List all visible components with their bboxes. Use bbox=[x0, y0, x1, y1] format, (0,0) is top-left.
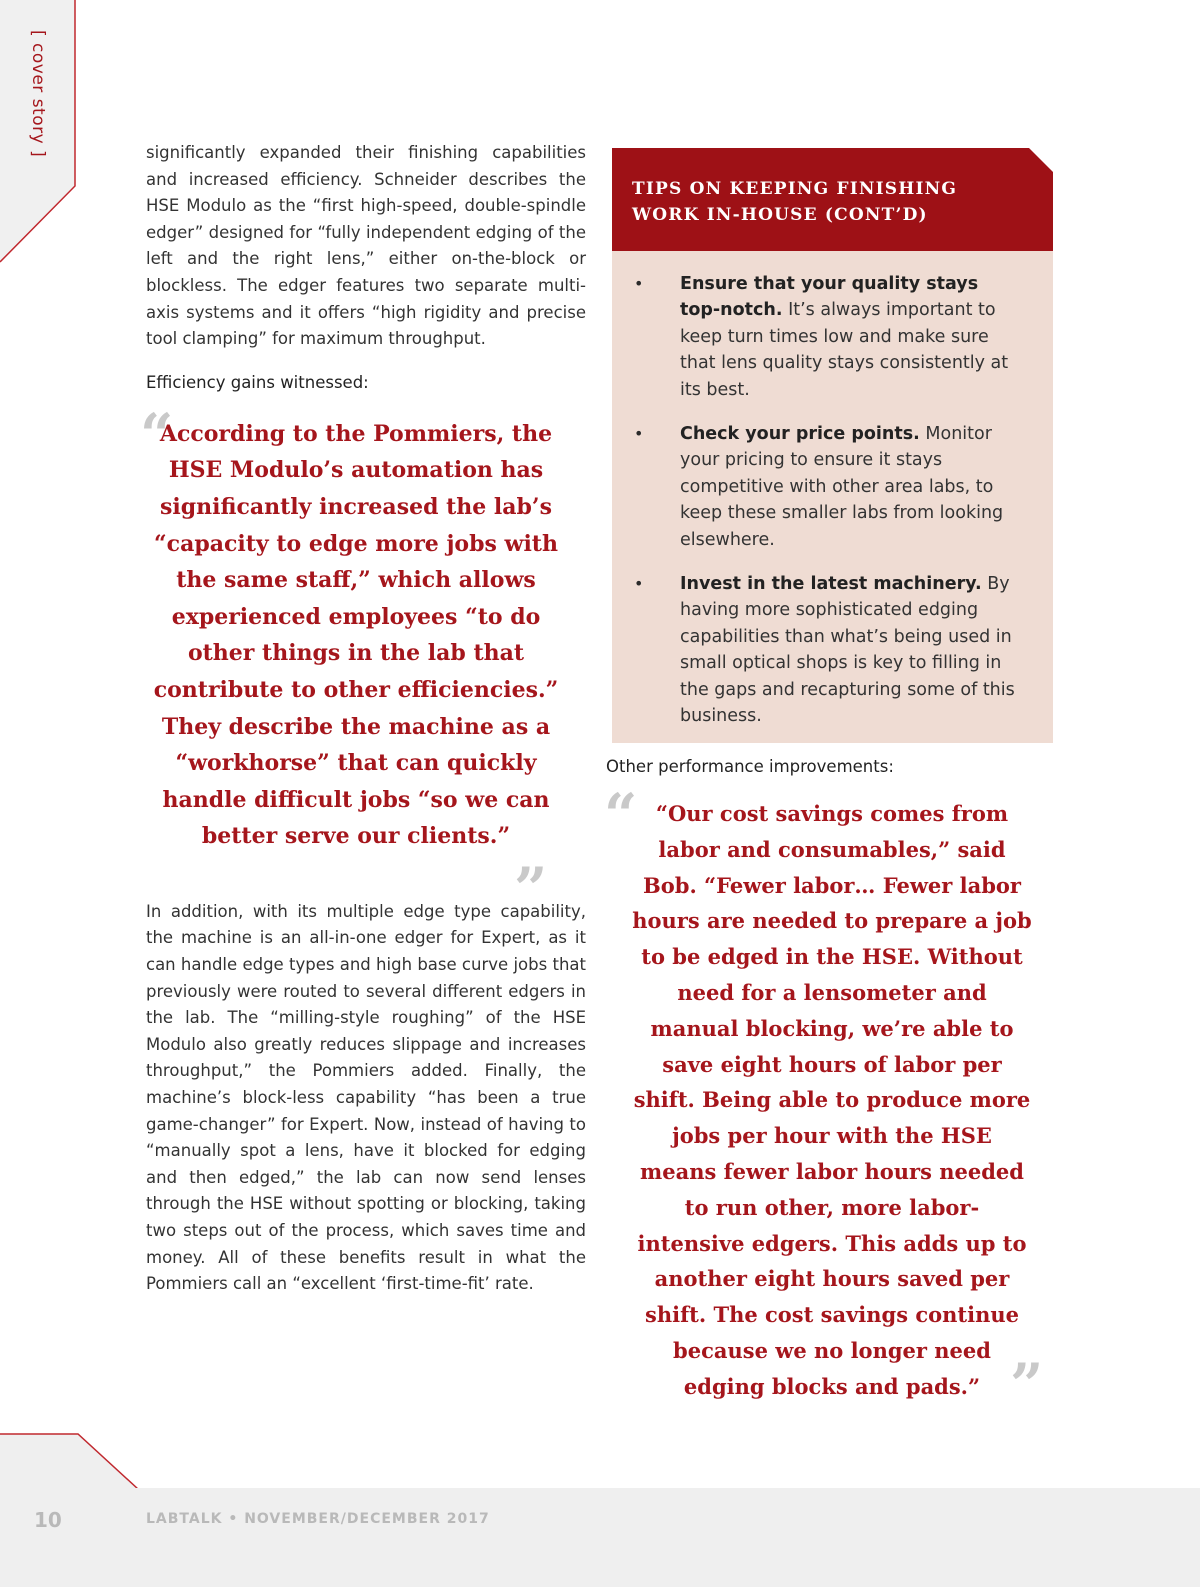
section-label: [ cover story ] bbox=[28, 30, 48, 158]
tip-item bbox=[632, 271, 1023, 403]
subhead-performance: Other performance improvements: bbox=[606, 757, 894, 776]
tip-lead: Ensure that your quality stays top-notch. bbox=[680, 274, 979, 321]
tip-item bbox=[632, 571, 1023, 729]
body-paragraph-2: In addition, with its multiple edge type capability, the machine is an all-in-one edger for Expert, as it can handle edge types and high base curve jobs that previously were routed to several different edgers in the lab. The “milling-style roughing” of the HSE Modulo also greatly reduces slippage and increases throughput,” the Pommiers added. Finally, the machine’s block-less capability “has been a true game-changer” for Expert. Now, instead of having to “manually spot a lens, have it blocked for edging and then edged,” the lab can now send lenses through the HSE without spotting or blocking, taking two steps out of the process, which saves time and money. All of these benefits result in what the Pommiers call an “excellent ‘first-time-fit’ rate. bbox=[146, 901, 586, 1294]
pull-quote-text: According to the Pommiers, the HSE Modulo’s automation has significantly increased the lab’s “capacity to edge more jobs with the same staff,” which allows experienced employees “to do other things in the lab that contribute to other efficiencies.” They describe the machine as a “workhorse” that can quickly handle difficult jobs “so we can better serve our clients.” bbox=[153, 420, 559, 850]
pull-quote-text-2: “Our cost savings comes from labor and consumables,” said Bob. “Fewer labor… Fewer labor hours are needed to prepare a job to be edged in the HSE. Without need for a lensometer and manual blocking, we’re able to save eight hours of labor per shift. Being able to produce more jobs per hour with the HSE means fewer labor hours needed to run other, more labor-intensive edgers. This adds up to another eight hours saved per shift. The cost savings continue because we no longer need edging blocks and pads.” bbox=[632, 801, 1032, 1399]
pull-quote-block-2 bbox=[604, 781, 1052, 1419]
page-number: 10 bbox=[34, 1508, 62, 1532]
tip-text: Monitor your pricing to ensure it stays competitive with other area labs, to keep these smaller labs from looking elsewhere. bbox=[680, 424, 1004, 550]
open-quote-mark: “ bbox=[604, 781, 638, 849]
right-column bbox=[604, 148, 1054, 1419]
bullet-icon: • bbox=[634, 574, 644, 594]
tips-box-body bbox=[612, 251, 1053, 743]
pull-quote-block bbox=[140, 400, 566, 923]
tip-item bbox=[632, 421, 1023, 553]
open-quote-mark: “ bbox=[140, 400, 174, 469]
close-quote-mark: ” bbox=[1010, 1351, 1044, 1419]
left-column bbox=[140, 140, 586, 1298]
tips-box-header bbox=[612, 148, 1053, 251]
tips-title-line-1: TIPS ON KEEPING FINISHING bbox=[632, 179, 958, 199]
body-paragraph: significantly expanded their finishing capabilities and increased efficiency. Schneider describes the HSE Modulo as the “first high-speed, double-spindle edger” designed for “fully independent edging of the left and the right lens,” either on-the-block or blockless. The edger features two separate multi-axis systems and it offers “high rigidity and precise tool clamping” for maximum throughput. bbox=[146, 143, 586, 349]
bullet-icon: • bbox=[634, 424, 644, 444]
tip-lead: Check your price points. bbox=[680, 424, 920, 445]
tips-box bbox=[612, 148, 1053, 743]
subhead-efficiency: Efficiency gains witnessed: bbox=[146, 372, 369, 392]
tips-title-line-2: WORK IN-HOUSE (CONT’D) bbox=[632, 205, 928, 225]
tip-text: By having more sophisticated edging capabilities than what’s being used in small optical shops is key to filling in the gaps and recapturing some of this business. bbox=[680, 574, 1015, 727]
header-corner-cut bbox=[1029, 148, 1053, 172]
footer-band bbox=[0, 1488, 1200, 1587]
publication-footer: LABTALK • NOVEMBER/DECEMBER 2017 bbox=[146, 1511, 490, 1527]
tip-lead: Invest in the latest machinery. bbox=[680, 574, 982, 595]
bullet-icon: • bbox=[634, 274, 644, 293]
close-quote-mark: ” bbox=[514, 854, 548, 923]
tip-text: It’s always important to keep turn times low and make sure that lens quality stays consistently at its best. bbox=[680, 300, 1009, 400]
